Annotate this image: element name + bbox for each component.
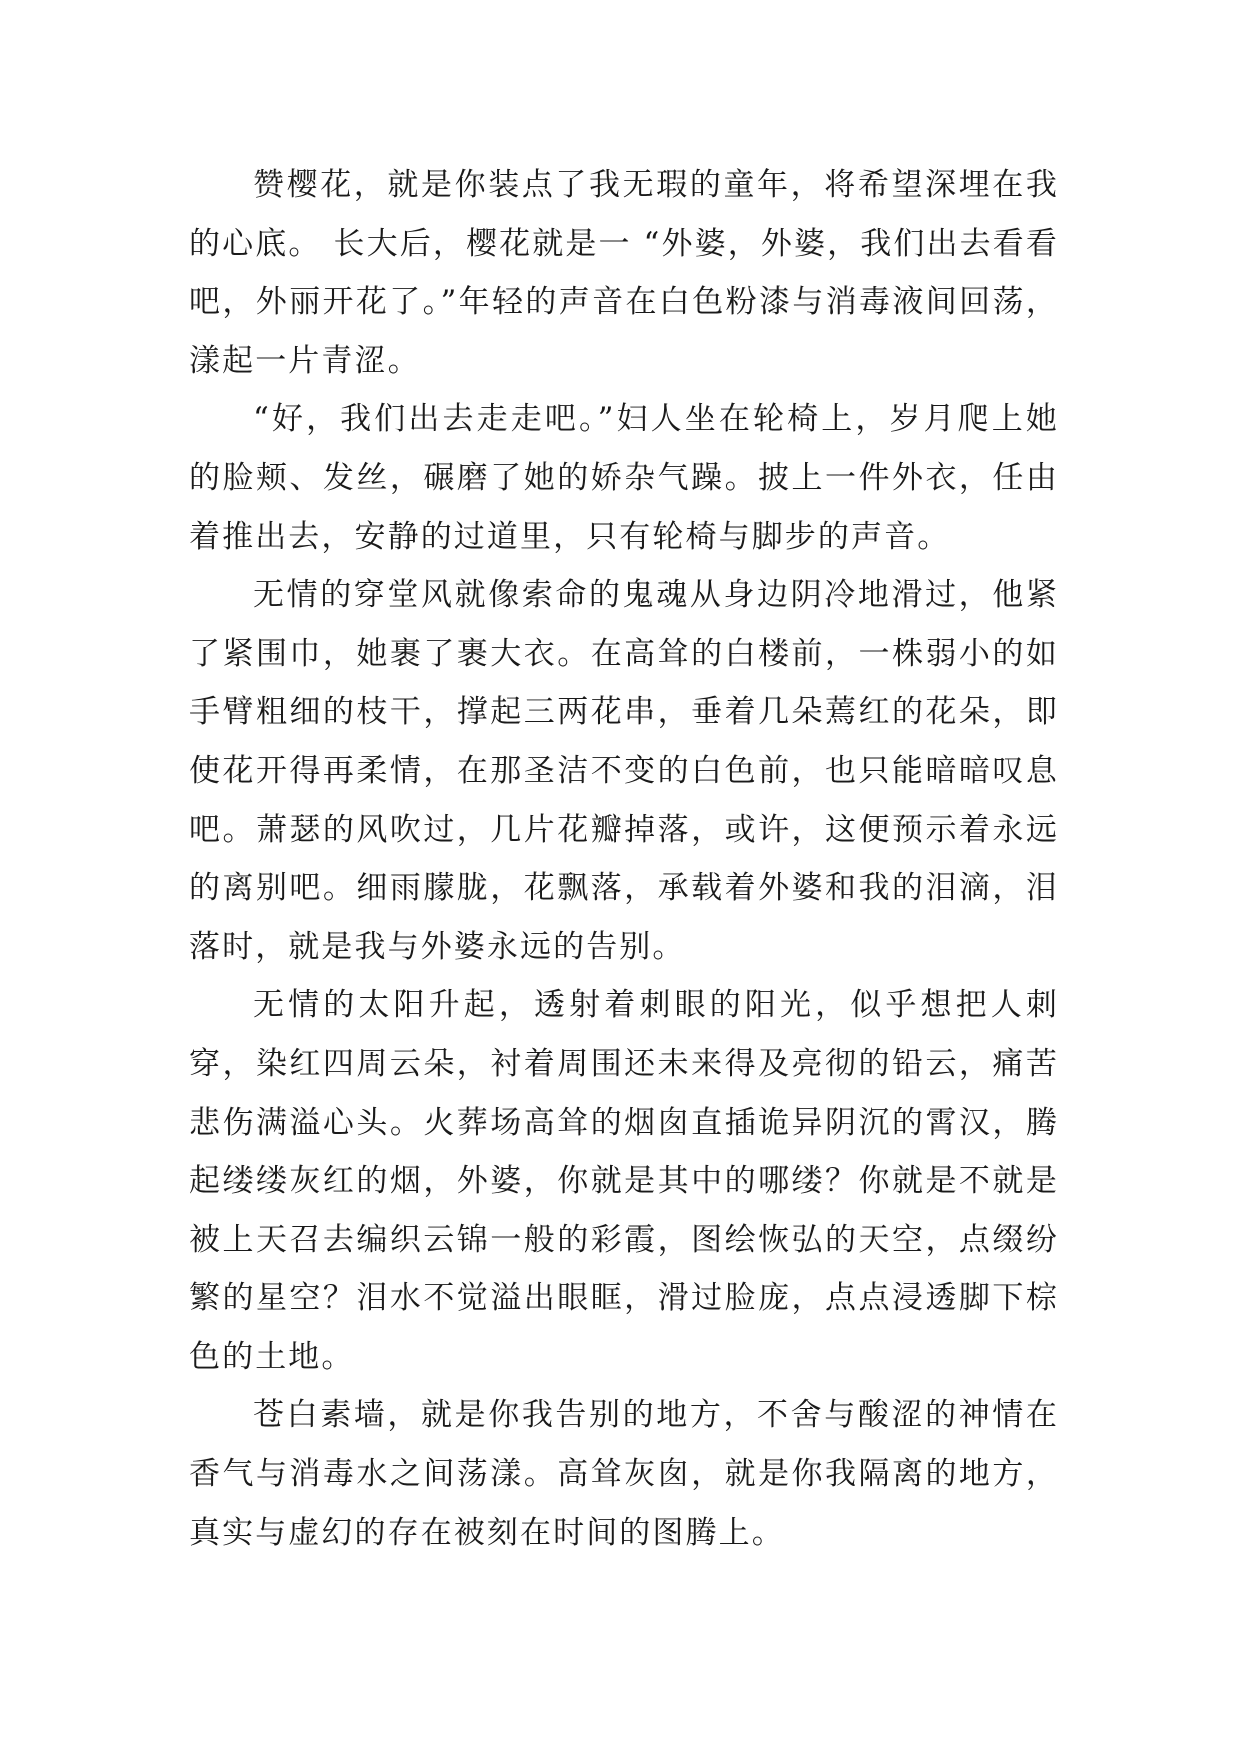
paragraph: 无情的穿堂风就像索命的鬼魂从身边阴冷地滑过，他紧了紧围巾，她裹了裹大衣。在高耸的白楼前，一株弱小的如手臂粗细的枝干，撑起三两花串，垂着几朵蔫红的花朵，即使花开得再柔情，在那圣洁不变的白色前，也只能暗暗叹息吧。萧瑟的风吹过，几片花瓣掉落，或许，这便预示着永远的离别吧。细雨朦胧，花飘落，承载着外婆和我的泪滴，泪落时，就是我与外婆永远的告别。	[189, 577, 1059, 965]
paragraph: 无情的太阳升起，透射着刺眼的阳光，似乎想把人刺穿，染红四周云朵，衬着周围还未来得及亮彻的铅云，痛苦悲伤满溢心头。火葬场高耸的烟囱直插诡异阴沉的霄汉，腾起缕缕灰红的烟，外婆，你就是其中的哪缕？你就是不就是被上天召去编织云锦一般的彩霞，图绘恢弘的天空，点缀纷繁的星空？泪水不觉溢出眼眶，滑过脸庞，点点浸透脚下棕色的土地。	[189, 987, 1059, 1375]
document-body	[189, 156, 1059, 1562]
paragraph: 赞樱花，就是你装点了我无瑕的童年，将希望深埋在我的心底。 长大后，樱花就是一 “外婆，外婆，我们出去看看吧，外丽开花了。”年轻的声音在白色粉漆与消毒液间回荡，漾起一片青涩。	[189, 167, 1059, 379]
paragraph: 苍白素墙，就是你我告别的地方，不舍与酸涩的神情在香气与消毒水之间荡漾。高耸灰囱，就是你我隔离的地方，真实与虚幻的存在被刻在时间的图腾上。	[189, 1397, 1059, 1551]
paragraph: “好，我们出去走走吧。”妇人坐在轮椅上，岁月爬上她的脸颊、发丝，碾磨了她的娇杂气躁。披上一件外衣，任由着推出去，安静的过道里，只有轮椅与脚步的声音。	[189, 401, 1059, 555]
